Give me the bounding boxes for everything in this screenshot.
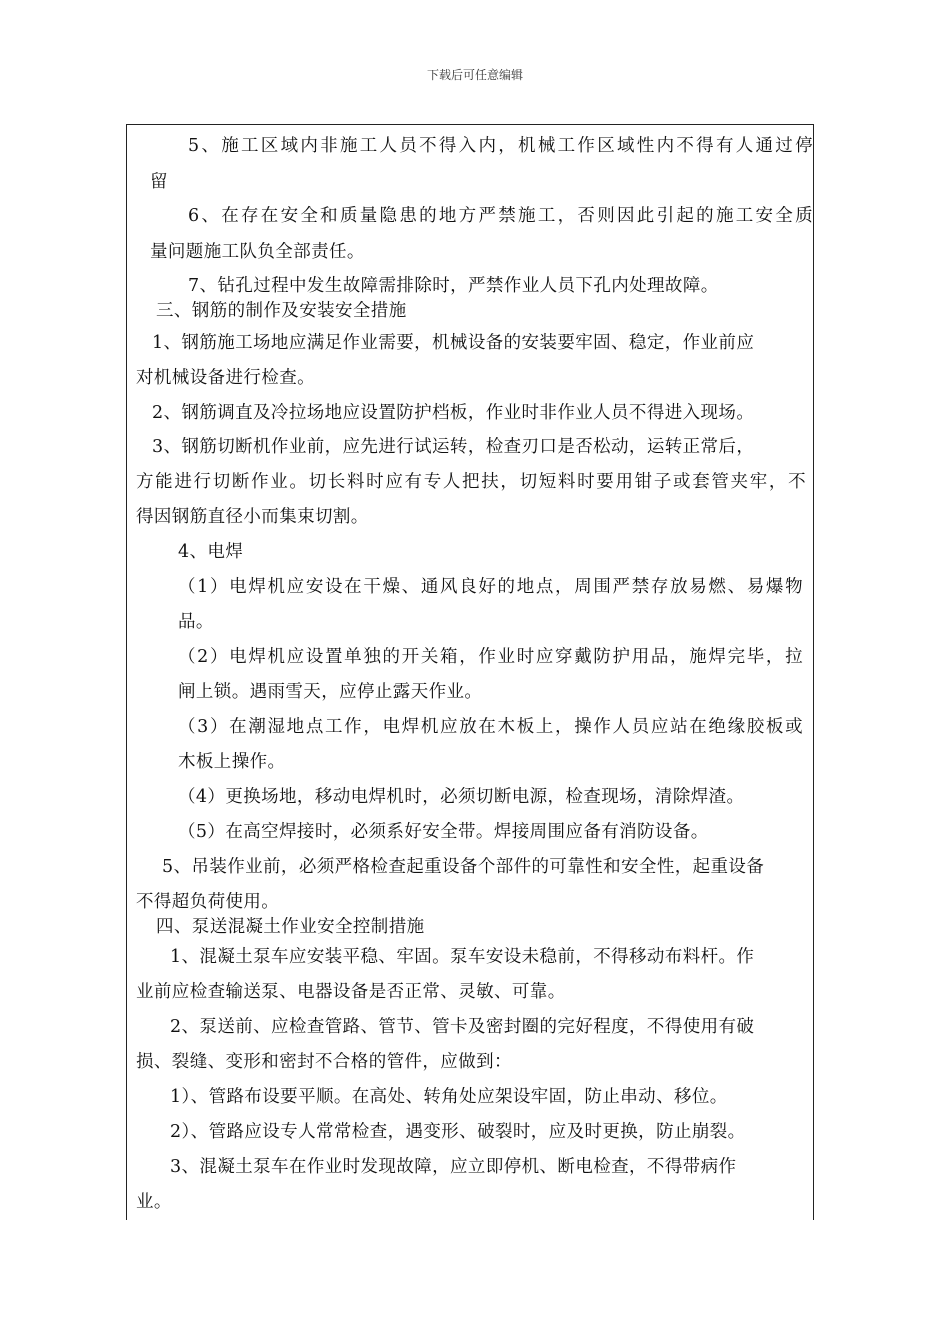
text-line: 6、在存在安全和质量隐患的地方严禁施工，否则因此引起的施工安全质 <box>188 206 813 226</box>
text-line: 留 <box>150 172 168 192</box>
text-line: （4）更换场地，移动电焊机时，必须切断电源，检查现场，清除焊渣。 <box>178 787 745 807</box>
text-line: 品。 <box>178 612 214 632</box>
text-line: （5）在高空焊接时，必须系好安全带。焊接周围应备有消防设备。 <box>178 822 709 842</box>
text-line: （1）电焊机应安设在干燥、通风良好的地点，周围严禁存放易燃、易爆物 <box>178 577 803 597</box>
text-line: 5、吊装作业前，必须严格检查起重设备个部件的可靠性和安全性，起重设备 <box>162 857 765 877</box>
download-note: 下载后可任意编辑 <box>426 68 523 82</box>
section-heading: 四、泵送混凝土作业安全控制措施 <box>156 917 425 937</box>
text-line: 1、钢筋施工场地应满足作业需要，机械设备的安装要牢固、稳定，作业前应 <box>152 333 755 353</box>
text-line: 对机械设备进行检查。 <box>136 368 315 388</box>
text-line: 2、泵送前、应检查管路、管节、管卡及密封圈的完好程度，不得使用有破 <box>170 1017 755 1037</box>
text-line: 1）、管路布设要平顺。在高处、转角处应架设牢固，防止串动、移位。 <box>170 1087 728 1107</box>
text-line: 损、裂缝、变形和密封不合格的管件，应做到： <box>136 1052 512 1072</box>
text-line: 方能进行切断作业。切长料时应有专人把扶，切短料时要用钳子或套管夹牢，不 <box>136 472 806 492</box>
text-line: （2）电焊机应设置单独的开关箱，作业时应穿戴防护用品，施焊完毕，拉 <box>178 647 803 667</box>
text-line: 2、钢筋调直及冷拉场地应设置防护档板，作业时非作业人员不得进入现场。 <box>152 403 755 423</box>
text-line: 3、混凝土泵车在作业时发现故障，应立即停机、断电检查，不得带病作 <box>170 1157 737 1177</box>
text-line: 业。 <box>136 1192 172 1212</box>
text-line: 7、钻孔过程中发生故障需排除时，严禁作业人员下孔内处理故障。 <box>188 276 719 296</box>
text-line: 4、电焊 <box>178 542 244 562</box>
text-line: 3、钢筋切断机作业前，应先进行试运转，检查刃口是否松动，运转正常后， <box>152 437 755 457</box>
text-line: 量问题施工队负全部责任。 <box>150 242 365 262</box>
text-line: （3）在潮湿地点工作，电焊机应放在木板上，操作人员应站在绝缘胶板或 <box>178 717 803 737</box>
text-line: 不得超负荷使用。 <box>136 892 280 912</box>
text-line: 2）、管路应设专人常常检查，遇变形、破裂时，应及时更换，防止崩裂。 <box>170 1122 746 1142</box>
text-line: 木板上操作。 <box>178 752 286 772</box>
text-line: 1、混凝土泵车应安装平稳、牢固。泵车安设未稳前，不得移动布料杆。作 <box>170 947 755 967</box>
text-line: 5、施工区域内非施工人员不得入内，机械工作区域性内不得有人通过停 <box>188 136 813 156</box>
text-line: 业前应检查输送泵、电器设备是否正常、灵敏、可靠。 <box>136 982 566 1002</box>
text-line: 得因钢筋直径小而集束切割。 <box>136 507 369 527</box>
text-line: 闸上锁。遇雨雪天，应停止露天作业。 <box>178 682 483 702</box>
section-heading: 三、钢筋的制作及安装安全措施 <box>156 301 407 321</box>
